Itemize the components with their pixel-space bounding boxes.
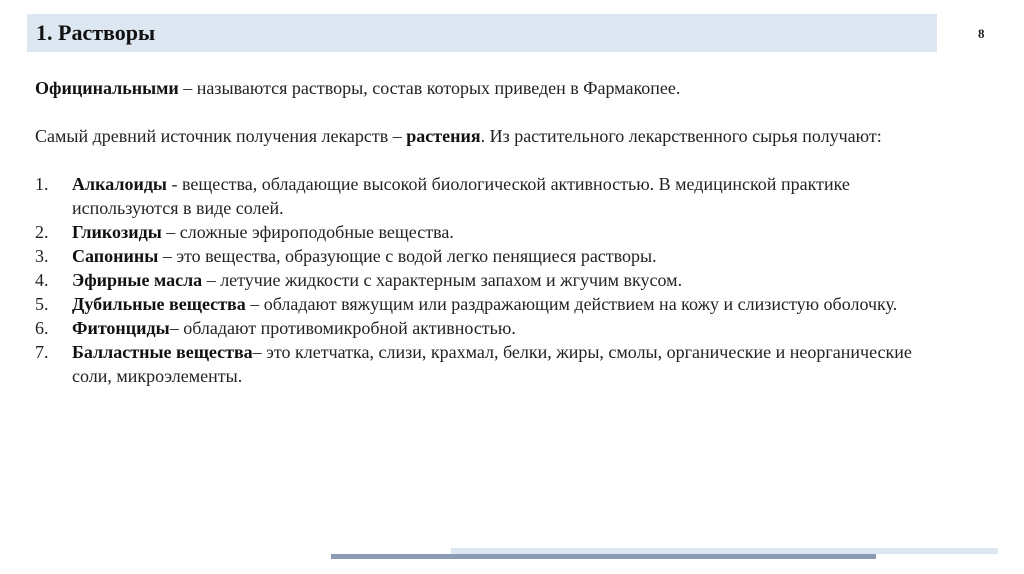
source-text-after: . Из растительного лекарственного сырья получают: bbox=[480, 126, 882, 146]
item-term: Фитонциды bbox=[72, 318, 170, 338]
item-number: 5. bbox=[35, 294, 49, 314]
item-number: 6. bbox=[35, 318, 49, 338]
item-number: 3. bbox=[35, 246, 49, 266]
item-description: - вещества, обладающие высокой биологической активностью. В медицинской практике используются в виде солей. bbox=[72, 174, 850, 218]
list-item bbox=[35, 268, 935, 292]
item-term: Эфирные масла bbox=[72, 270, 203, 290]
item-term: Гликозиды bbox=[72, 222, 162, 242]
list-item bbox=[35, 340, 935, 388]
item-description: – это вещества, образующие с водой легко пенящиеся растворы. bbox=[158, 246, 657, 266]
source-text-before: Самый древний источник получения лекарств – bbox=[35, 126, 407, 146]
list-item bbox=[35, 292, 935, 316]
item-term: Сапонины bbox=[72, 246, 159, 266]
item-description: – летучие жидкости с характерным запахом и жгучим вкусом. bbox=[202, 270, 683, 290]
slide-body bbox=[35, 76, 935, 388]
list-item bbox=[35, 220, 935, 244]
list-item bbox=[35, 172, 935, 220]
item-description: – обладают противомикробной активностью. bbox=[169, 318, 516, 338]
title-bar bbox=[27, 14, 937, 52]
source-paragraph bbox=[35, 124, 935, 148]
item-number: 4. bbox=[35, 270, 49, 290]
slide-title: 1. Растворы bbox=[36, 20, 156, 45]
raw-material-list bbox=[35, 172, 935, 388]
footer-accent-dark bbox=[331, 554, 876, 559]
item-description: – сложные эфироподобные вещества. bbox=[161, 222, 454, 242]
source-term: растения bbox=[406, 126, 481, 146]
item-description: – обладают вяжущим или раздражающим действием на кожу и слизистую оболочку. bbox=[245, 294, 898, 314]
item-term: Дубильные вещества bbox=[72, 294, 246, 314]
intro-term: Официнальными bbox=[35, 78, 179, 98]
intro-text: – называются растворы, состав которых приведен в Фармакопее. bbox=[178, 78, 681, 98]
list-item bbox=[35, 316, 935, 340]
item-description: – это клетчатка, слизи, крахмал, белки, жиры, смолы, органические и неорганические соли, микроэлементы. bbox=[72, 342, 912, 386]
item-number: 2. bbox=[35, 222, 49, 242]
item-term: Балластные вещества bbox=[72, 342, 253, 362]
item-number: 7. bbox=[35, 342, 49, 362]
item-term: Алкалоиды bbox=[72, 174, 167, 194]
intro-paragraph bbox=[35, 76, 935, 100]
list-item bbox=[35, 244, 935, 268]
item-number: 1. bbox=[35, 174, 49, 194]
slide-number: 8 bbox=[978, 26, 985, 41]
